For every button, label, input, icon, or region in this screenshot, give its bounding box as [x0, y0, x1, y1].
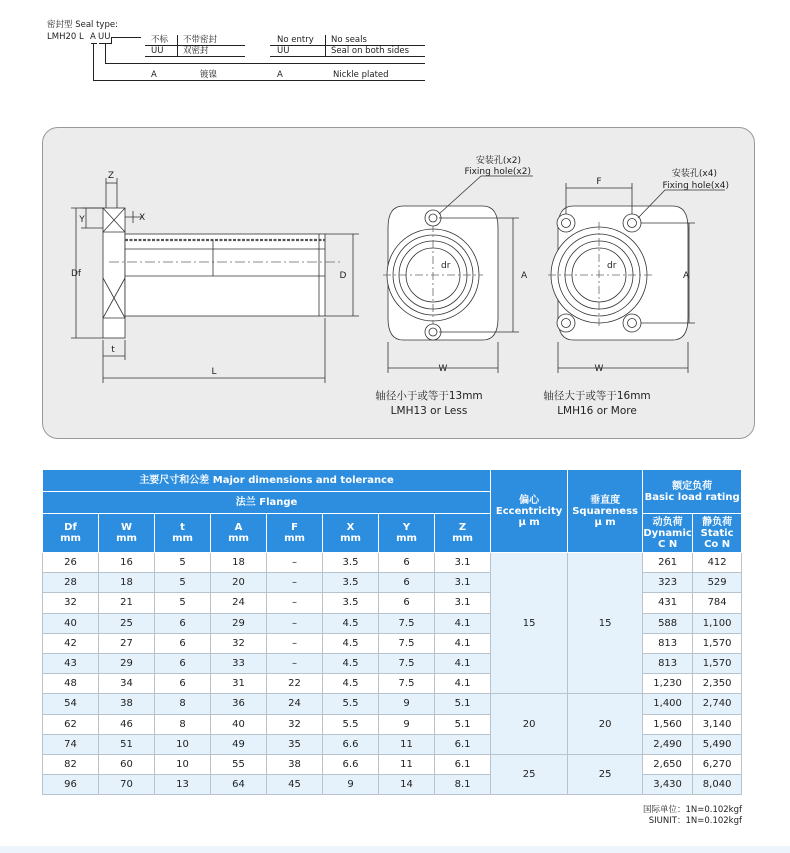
- table-cell: 6.6: [323, 754, 379, 774]
- col-static: 静负荷 Static Co N: [693, 514, 742, 553]
- header-eccentricity: 偏心 Eccentricity μ m: [491, 470, 568, 553]
- table-cell: 8.1: [435, 775, 491, 795]
- squareness-cell: 25: [568, 754, 643, 794]
- table-cell: 6: [155, 653, 211, 673]
- col-a: A mm: [211, 514, 267, 553]
- table-cell: 6: [379, 553, 435, 573]
- table-cell: 5: [155, 573, 211, 593]
- table-cell: 20: [211, 573, 267, 593]
- table-cell: 1,230: [643, 674, 693, 694]
- table-cell: –: [267, 653, 323, 673]
- table-cell: 261: [643, 553, 693, 573]
- table-cell: 60: [99, 754, 155, 774]
- col-df: Df mm: [43, 514, 99, 553]
- table-cell: 4.1: [435, 674, 491, 694]
- legend-cn-desc-1: 不带密封: [183, 35, 218, 45]
- caption-large-cn: 轴径大于或等于16mm: [543, 390, 651, 402]
- table-cell: 6,270: [693, 754, 742, 774]
- col-x: X mm: [323, 514, 379, 553]
- table-cell: 3,140: [693, 714, 742, 734]
- header-major-dimensions: 主要尺寸和公差 Major dimensions and tolerance: [43, 470, 491, 492]
- table-cell: 588: [643, 613, 693, 633]
- table-cell: 5.1: [435, 694, 491, 714]
- legend-en-code-1: No entry: [277, 35, 314, 45]
- table-cell: 3.5: [323, 573, 379, 593]
- dim-x-label: X: [139, 213, 146, 223]
- table-cell: 42: [43, 633, 99, 653]
- table-cell: 34: [99, 674, 155, 694]
- dim-t-label: t: [111, 345, 115, 355]
- table-cell: 4.5: [323, 633, 379, 653]
- fixing-hole-x2-cn: 安装孔(x2): [475, 156, 521, 166]
- table-cell: 27: [99, 633, 155, 653]
- squareness-cell: 20: [568, 694, 643, 755]
- table-cell: 3.5: [323, 553, 379, 573]
- dim-f-label: F: [596, 177, 602, 187]
- legend-cn-code-2: UU: [151, 46, 164, 56]
- table-cell: 3.1: [435, 553, 491, 573]
- table-cell: 29: [211, 613, 267, 633]
- table-cell: 7.5: [379, 653, 435, 673]
- squareness-cell: 15: [568, 553, 643, 694]
- table-cell: 24: [211, 593, 267, 613]
- dim-z-label: Z: [107, 171, 115, 181]
- table-cell: 6: [155, 633, 211, 653]
- table-row: [43, 553, 742, 573]
- fixing-hole-x2-en: Fixing hole(x2): [464, 167, 531, 177]
- fixing-hole-x4-en: Fixing hole(x4): [662, 181, 729, 191]
- seal-code-uu: UU: [98, 32, 111, 42]
- table-cell: 9: [323, 775, 379, 795]
- table-cell: 5.5: [323, 714, 379, 734]
- header-basic-load-rating: 额定负荷 Basic load rating: [643, 470, 742, 514]
- table-cell: 8: [155, 714, 211, 734]
- table-cell: 1,570: [693, 633, 742, 653]
- table-cell: 45: [267, 775, 323, 795]
- table-cell: 4.5: [323, 613, 379, 633]
- table-cell: 4.5: [323, 674, 379, 694]
- table-row: [43, 754, 742, 774]
- table-cell: 22: [267, 674, 323, 694]
- table-cell: 1,400: [643, 694, 693, 714]
- caption-small-en: LMH13 or Less: [390, 405, 468, 417]
- table-cell: 6: [155, 674, 211, 694]
- table-cell: 431: [643, 593, 693, 613]
- table-cell: 9: [379, 694, 435, 714]
- col-t: t mm: [155, 514, 211, 553]
- table-cell: 6.1: [435, 734, 491, 754]
- dimension-table: [42, 469, 742, 795]
- eccentricity-cell: 15: [491, 553, 568, 694]
- legend-cn-code-3: A: [151, 70, 157, 80]
- table-cell: 5,490: [693, 734, 742, 754]
- table-cell: 5: [155, 593, 211, 613]
- table-cell: 6.1: [435, 754, 491, 774]
- table-cell: 62: [43, 714, 99, 734]
- table-cell: 18: [211, 553, 267, 573]
- dim-df-label: Df: [71, 269, 82, 279]
- table-cell: 28: [43, 573, 99, 593]
- table-cell: 784: [693, 593, 742, 613]
- legend-en-desc-3: Nickle plated: [333, 70, 389, 80]
- table-cell: 5.1: [435, 714, 491, 734]
- table-cell: –: [267, 553, 323, 573]
- table-cell: 40: [43, 613, 99, 633]
- dim-d-label: D: [339, 271, 347, 281]
- col-f: F mm: [267, 514, 323, 553]
- table-cell: 529: [693, 573, 742, 593]
- table-cell: 11: [379, 754, 435, 774]
- table-cell: 7.5: [379, 613, 435, 633]
- table-cell: –: [267, 633, 323, 653]
- table-cell: 54: [43, 694, 99, 714]
- col-dynamic: 动负荷 Dynamic C N: [643, 514, 693, 553]
- table-cell: 35: [267, 734, 323, 754]
- dim-w-small-label: W: [438, 364, 448, 374]
- table-cell: 33: [211, 653, 267, 673]
- legend-cn-code-1: 不标: [151, 35, 169, 45]
- table-cell: 813: [643, 633, 693, 653]
- table-cell: –: [267, 573, 323, 593]
- table-row: [43, 694, 742, 714]
- legend-en-desc-2: Seal on both sides: [331, 46, 410, 56]
- dim-a-small-label: A: [521, 271, 528, 281]
- table-cell: 412: [693, 553, 742, 573]
- table-cell: 48: [43, 674, 99, 694]
- legend-en-code-2: UU: [277, 46, 290, 56]
- table-cell: 3,430: [643, 775, 693, 795]
- bottom-band: [0, 846, 790, 853]
- dim-y-label: Y: [79, 215, 85, 225]
- table-cell: 3.5: [323, 593, 379, 613]
- table-cell: 6.6: [323, 734, 379, 754]
- table-cell: 70: [99, 775, 155, 795]
- legend-en-code-3: A: [277, 70, 283, 80]
- table-cell: 7.5: [379, 633, 435, 653]
- table-cell: 4.1: [435, 653, 491, 673]
- legend-cn-desc-3: 镀镍: [200, 70, 218, 80]
- caption-large-en: LMH16 or More: [557, 405, 637, 417]
- table-cell: 2,650: [643, 754, 693, 774]
- table-cell: –: [267, 613, 323, 633]
- table-cell: –: [267, 593, 323, 613]
- table-cell: 2,740: [693, 694, 742, 714]
- table-cell: 25: [99, 613, 155, 633]
- table-cell: 31: [211, 674, 267, 694]
- table-cell: 96: [43, 775, 99, 795]
- table-cell: 3.1: [435, 593, 491, 613]
- dim-w-large-label: W: [594, 364, 604, 374]
- table-cell: 5: [155, 553, 211, 573]
- dim-a-large-label: A: [683, 271, 690, 281]
- table-cell: 21: [99, 593, 155, 613]
- table-cell: 10: [155, 734, 211, 754]
- table-cell: 26: [43, 553, 99, 573]
- table-cell: 32: [43, 593, 99, 613]
- table-cell: 6: [379, 593, 435, 613]
- table-cell: 14: [379, 775, 435, 795]
- legend-en-desc-1: No seals: [331, 35, 367, 45]
- col-w: W mm: [99, 514, 155, 553]
- col-z: Z mm: [435, 514, 491, 553]
- table-cell: 36: [211, 694, 267, 714]
- table-cell: 32: [267, 714, 323, 734]
- technical-drawing-panel: [42, 127, 755, 439]
- units-note: [643, 805, 742, 827]
- table-cell: 9: [379, 714, 435, 734]
- table-cell: 2,350: [693, 674, 742, 694]
- table-cell: 64: [211, 775, 267, 795]
- header-flange: 法兰 Flange: [43, 492, 491, 514]
- table-cell: 3.1: [435, 573, 491, 593]
- units-note-en: SIUNIT：1N=0.102kgf: [648, 816, 742, 826]
- table-cell: 18: [99, 573, 155, 593]
- dim-dr-small-label: dr: [441, 261, 451, 271]
- eccentricity-cell: 25: [491, 754, 568, 794]
- table-cell: 6: [155, 613, 211, 633]
- table-cell: 43: [43, 653, 99, 673]
- table-cell: 74: [43, 734, 99, 754]
- table-cell: 29: [99, 653, 155, 673]
- front-view-small: [383, 176, 533, 373]
- units-note-cn: 国际单位：1N=0.102kgf: [642, 805, 742, 815]
- table-cell: 2,490: [643, 734, 693, 754]
- legend-cn-desc-2: 双密封: [183, 46, 209, 56]
- table-cell: 32: [211, 633, 267, 653]
- table-cell: 49: [211, 734, 267, 754]
- seal-code-a: A: [90, 32, 96, 42]
- table-cell: 323: [643, 573, 693, 593]
- table-cell: 55: [211, 754, 267, 774]
- table-cell: 46: [99, 714, 155, 734]
- table-cell: 7.5: [379, 674, 435, 694]
- table-cell: 4.5: [323, 653, 379, 673]
- front-view-large: [548, 183, 725, 373]
- table-cell: 8: [155, 694, 211, 714]
- table-cell: 4.1: [435, 633, 491, 653]
- table-cell: 13: [155, 775, 211, 795]
- table-cell: 813: [643, 653, 693, 673]
- table-cell: 51: [99, 734, 155, 754]
- fixing-hole-x4-cn: 安装孔(x4): [671, 169, 717, 179]
- col-y: Y mm: [379, 514, 435, 553]
- table-cell: 10: [155, 754, 211, 774]
- dim-l-label: L: [211, 367, 217, 377]
- table-cell: 1,560: [643, 714, 693, 734]
- table-cell: 5.5: [323, 694, 379, 714]
- eccentricity-cell: 20: [491, 694, 568, 755]
- table-cell: 38: [267, 754, 323, 774]
- seal-type-title: 密封型 Seal type:: [47, 20, 118, 30]
- table-cell: 24: [267, 694, 323, 714]
- table-cell: 82: [43, 754, 99, 774]
- dim-dr-large-label: dr: [607, 261, 617, 271]
- table-cell: 8,040: [693, 775, 742, 795]
- table-cell: 6: [379, 573, 435, 593]
- table-cell: 38: [99, 694, 155, 714]
- caption-small-cn: 轴径小于或等于13mm: [375, 390, 483, 402]
- table-cell: 40: [211, 714, 267, 734]
- table-cell: 1,100: [693, 613, 742, 633]
- table-body: [43, 553, 742, 795]
- table-cell: 11: [379, 734, 435, 754]
- header-squareness: 垂直度 Squareness μ m: [568, 470, 643, 553]
- seal-model: LMH20 L: [47, 32, 84, 42]
- table-cell: 4.1: [435, 613, 491, 633]
- table-cell: 16: [99, 553, 155, 573]
- seal-type-legend: [0, 0, 790, 100]
- table-cell: 1,570: [693, 653, 742, 673]
